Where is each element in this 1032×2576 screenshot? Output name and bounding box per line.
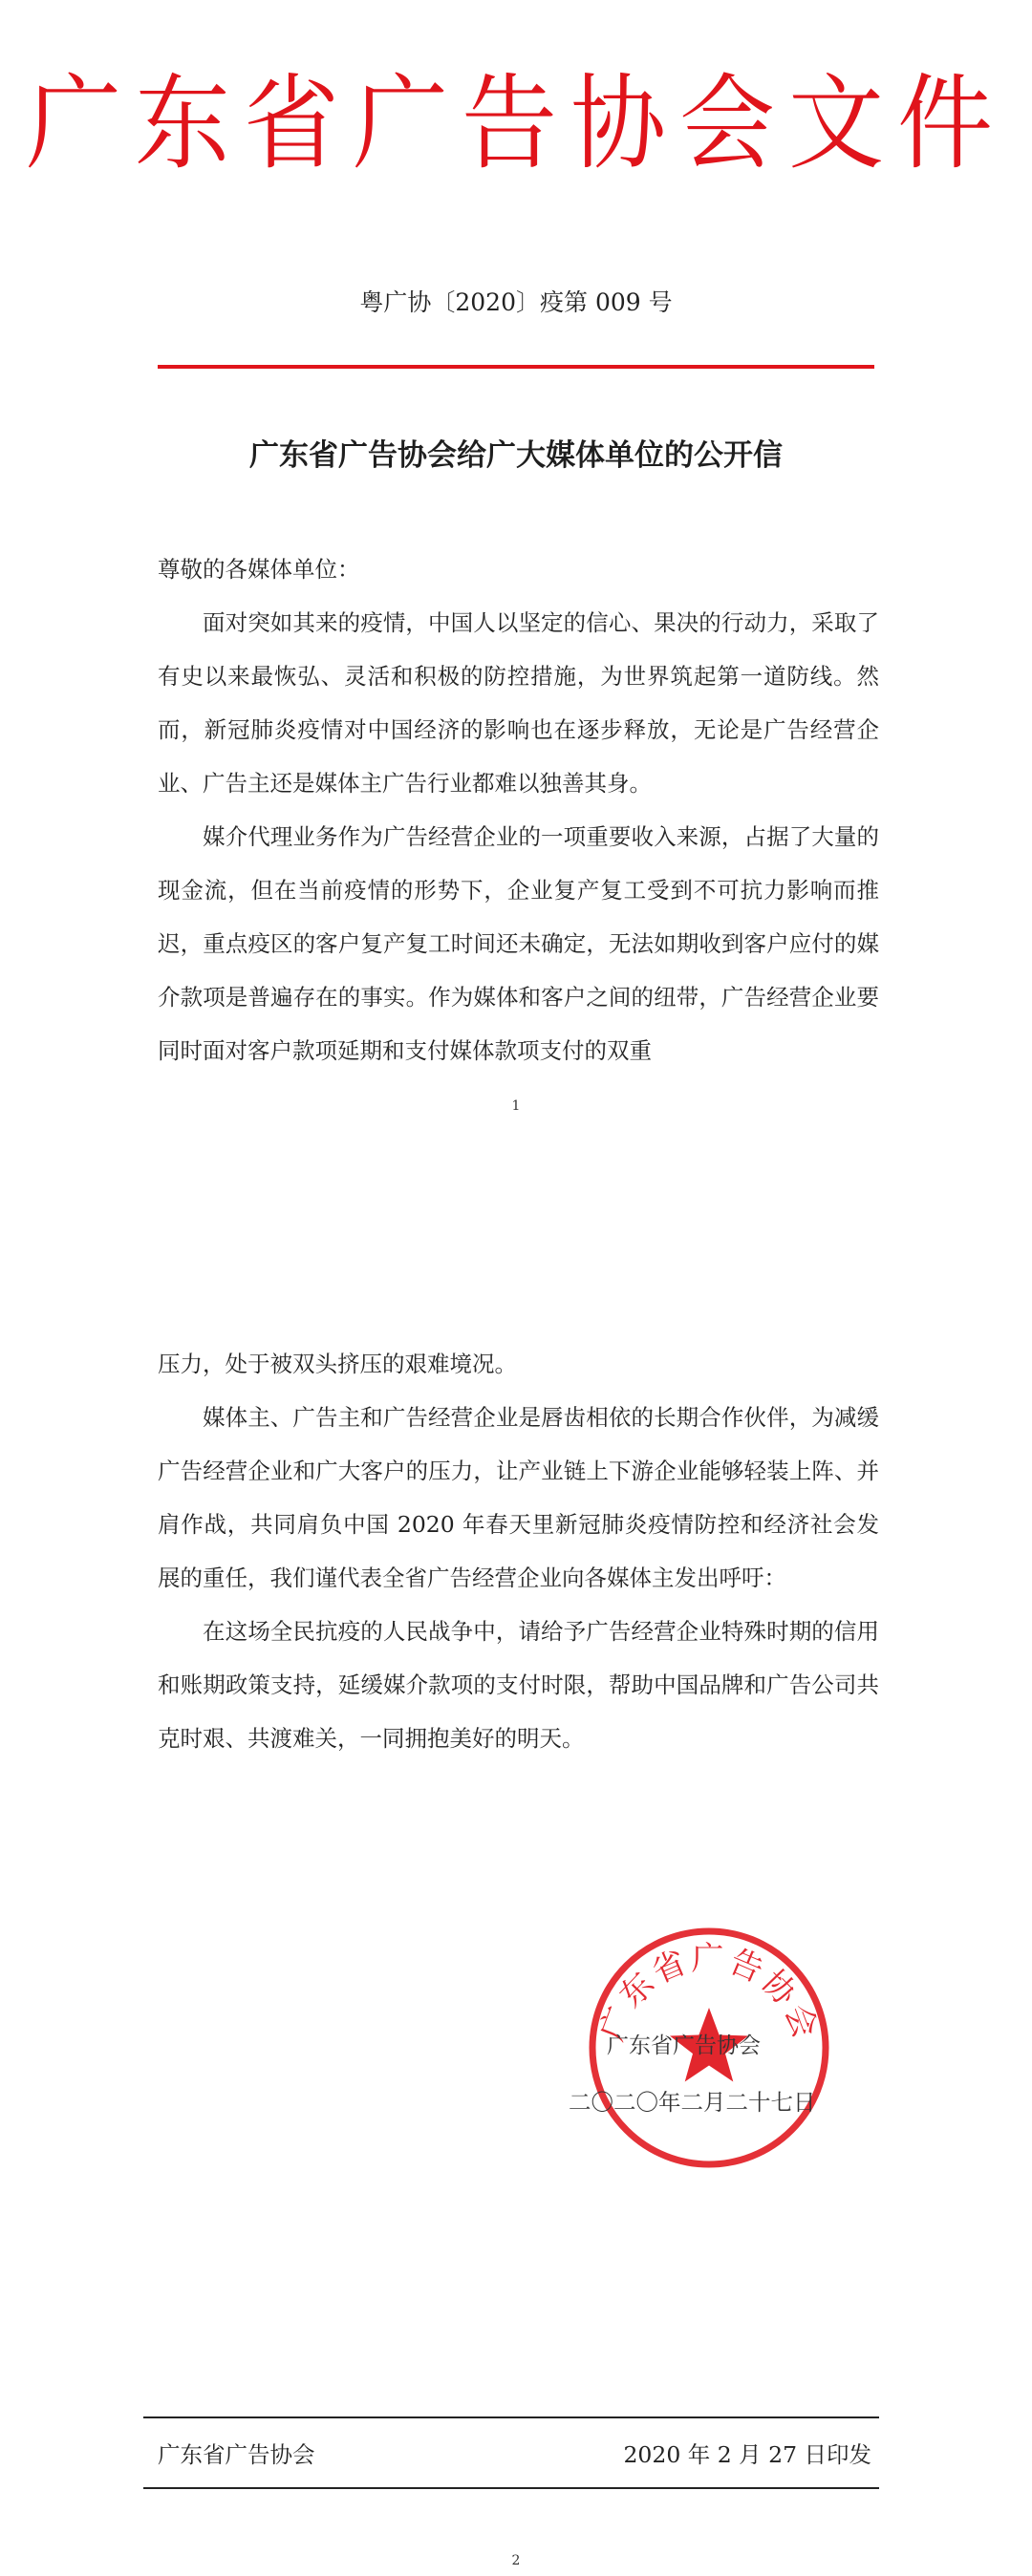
letter-title: 广东省广告协会给广大媒体单位的公开信: [249, 438, 783, 473]
paragraph-1: 面对突如其来的疫情，中国人以坚定的信心、果决的行动力，采取了有史以来最恢弘、灵活和积极的防控措施，为世界筑起第一道防线。然而，新冠肺炎疫情对中国经济的影响也在逐步释放，无论是广告经营企业、广告主还是媒体主广告行业都难以独善其身。: [158, 609, 879, 797]
page-number-1: 1: [511, 1098, 521, 1114]
red-divider: [158, 365, 874, 369]
signature-organization: 广东省广告协会: [607, 2033, 761, 2058]
letter-body-page-2: [158, 1337, 879, 1765]
paragraph-4: 在这场全民抗疫的人民战争中，请给予广告经营企业特殊时期的信用和账期政策支持，延缓媒介款项的支付时限，帮助中国品牌和广告公司共克时艰、共渡难关，一同拥抱美好的明天。: [158, 1618, 879, 1752]
page-number-2: 2: [511, 2553, 521, 2568]
footer-top-rule: [143, 2416, 879, 2418]
letter-body-page-1: [158, 543, 879, 1077]
footer-issue-date: 2020 年 2 月 27 日印发: [623, 2441, 871, 2468]
footer-issuer: 广东省广告协会: [158, 2441, 315, 2468]
document-number: 粤广协〔2020〕疫第 009 号: [359, 288, 673, 316]
seal-text: 广东省广告协会: [592, 1940, 826, 2046]
paragraph-2: 媒介代理业务作为广告经营企业的一项重要收入来源，占据了大量的现金流，但在当前疫情的形势下，企业复产复工受到不可抗力影响而推迟，重点疫区的客户复产复工时间还未确定，无法如期收到客户应付的媒介款项是普遍存在的事实。作为媒体和客户之间的纽带，广告经营企业要同时面对客户款项延期和支付媒体款项支付的双重: [158, 823, 879, 1064]
paragraph-2-continued: 压力，处于被双头挤压的艰难境况。: [158, 1351, 517, 1377]
masthead-title: 广东省广告协会文件: [26, 63, 1006, 184]
footer-bottom-rule: [143, 2487, 879, 2489]
salutation: 尊敬的各媒体单位：: [158, 556, 360, 583]
signature-date: 二〇二〇年二月二十七日: [569, 2089, 816, 2116]
paragraph-3: 媒体主、广告主和广告经营企业是唇齿相依的长期合作伙伴，为减缓广告经营企业和广大客户的压力，让产业链上下游企业能够轻装上阵、并肩作战，共同肩负中国 2020 年春天里新冠肺炎疫情防控和经济社会发展的重任，我们谨代表全省广告经营企业向各媒体主发出呼吁：: [158, 1404, 879, 1591]
